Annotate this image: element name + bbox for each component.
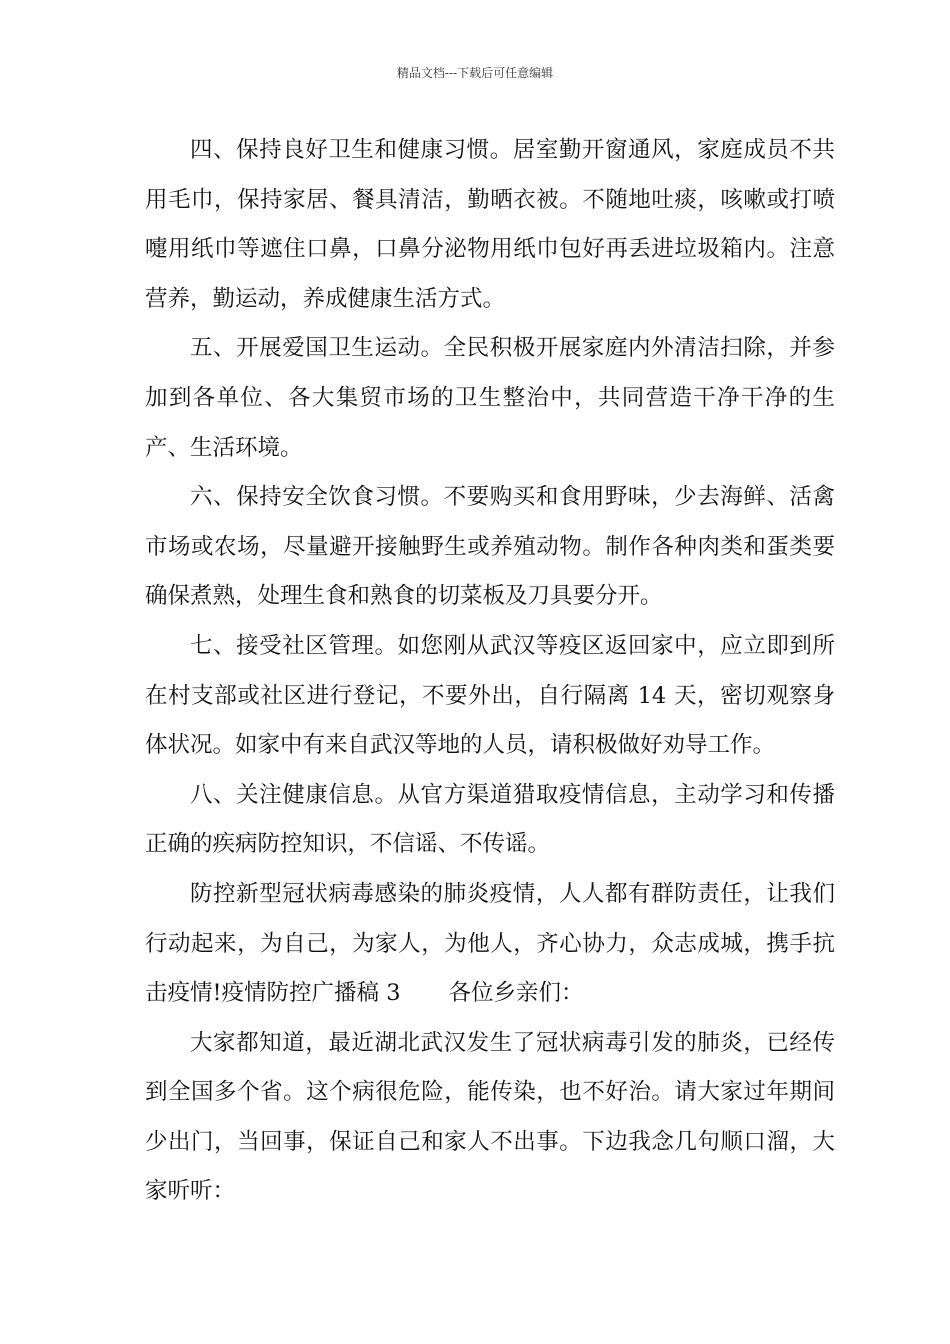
page-header: 精品文档---下载后可任意编辑: [396, 66, 554, 80]
paragraph-community: 七、接受社区管理。如您刚从武汉等疫区返回家中，应立即到所在村支部或社区进行登记，不要外出，自行隔离 14 天，密切观察身体状况。如家中有来自武汉等地的人员，请积极做好劝导工作。: [145, 632, 835, 759]
paragraph-food-safety: 六、保持安全饮食习惯。不要购买和食用野味，少去海鲜、活禽市场或农场，尽量避开接触野生或养殖动物。制作各种肉类和蛋类要确保煮熟，处理生食和熟食的切菜板及刀具要分开。: [145, 484, 835, 610]
paragraph-hygiene: 四、保持良好卫生和健康习惯。居室勤开窗通风，家庭成员不共用毛巾，保持家居、餐具清洁，勤晒衣被。不随地吐痰，咳嗽或打喷嚏用纸巾等遮住口鼻，口鼻分泌物用纸巾包好再丢进垃圾箱内。注意营养，勤运动，养成健康生活方式。: [145, 137, 835, 312]
paragraph-closing: [145, 870, 835, 1019]
paragraph-final: 大家都知道，最近湖北武汉发生了冠状病毒引发的肺炎，已经传到全国多个省。这个病很危险，能传染，也不好治。请大家过年期间少出门，当回事，保证自己和家人不出事。下边我念几句顺口溜，大家听听：: [145, 1029, 835, 1205]
paragraph-health-info: 八、关注健康信息。从官方渠道猎取疫情信息，主动学习和传播正确的疾病防控知识，不信谣、不传谣。: [145, 781, 835, 858]
greeting-text: 各位乡亲们：: [448, 980, 584, 1007]
paragraph-sanitation: 五、开展爱国卫生运动。全民积极开展家庭内外清洁扫除，并参加到各单位、各大集贸市场的卫生整治中，共同营造干净干净的生产、生活环境。: [145, 335, 835, 461]
closing-text: 防控新型冠状病毒感染的肺炎疫情，人人都有群防责任，让我们行动起来，为自己，为家人，为他人，齐心协力，众志成城，携手抗击疫情!疫情防控广播稿 3: [145, 880, 835, 1007]
document-body: [145, 126, 835, 1217]
